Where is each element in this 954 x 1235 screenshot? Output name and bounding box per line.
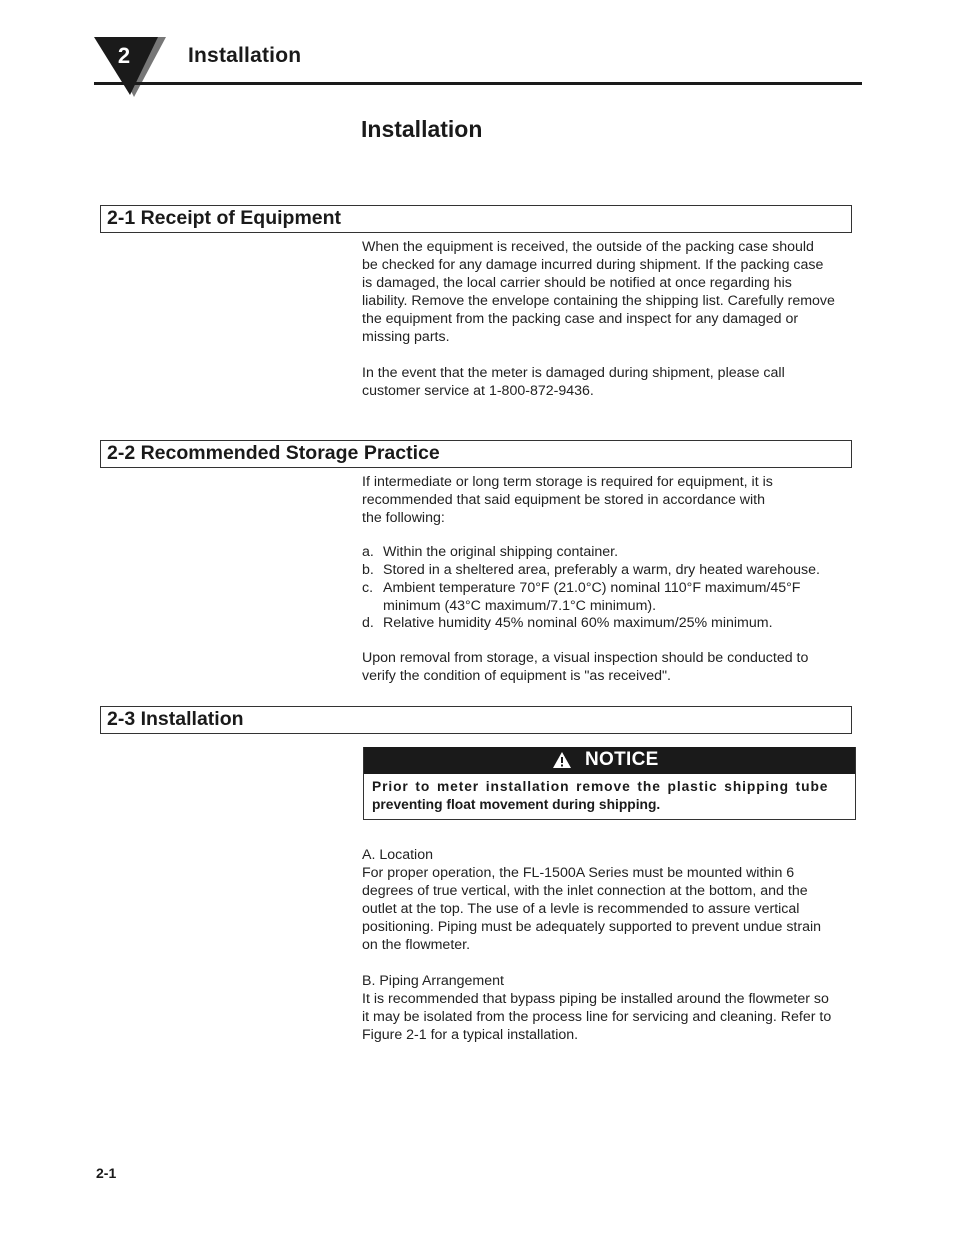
section-heading-storage — [100, 440, 852, 468]
text-line: If intermediate or long term storage is required for equipment, it is — [362, 474, 773, 490]
chapter-title: Installation — [188, 44, 302, 67]
text-line: positioning. Piping must be adequately supported to prevent undue strain — [362, 919, 822, 935]
text-line: missing parts. — [362, 329, 450, 345]
text-line: is damaged, the local carrier should be notified at once regarding his — [362, 275, 792, 291]
subsection-title: B. Piping Arrangement — [362, 973, 504, 989]
receipt-paragraph-1 — [362, 238, 862, 346]
subsection-title: A. Location — [362, 847, 433, 863]
chapter-number: 2 — [117, 43, 131, 68]
piping-block — [362, 972, 862, 1044]
list-text: Within the original shipping container. — [383, 544, 619, 560]
text-line: recommended that said equipment be stored in accordance with — [362, 492, 765, 508]
page-number: 2-1 — [96, 1165, 117, 1181]
text-line: it may be isolated from the process line for servicing and cleaning. Refer to — [362, 1009, 832, 1025]
list-letter: b. — [362, 562, 374, 578]
storage-closing — [362, 649, 862, 685]
text-line: In the event that the meter is damaged during shipment, please call — [362, 365, 785, 381]
notice-line: preventing float movement during shipping. — [372, 797, 661, 812]
location-block — [362, 846, 862, 954]
list-letter: d. — [362, 615, 374, 631]
text-line: the following: — [362, 510, 445, 526]
section-heading-installation — [100, 706, 852, 734]
notice-header — [364, 747, 855, 774]
text-line: For proper operation, the FL-1500A Series must be mounted within 6 — [362, 865, 795, 881]
page-title: Installation — [361, 116, 483, 142]
warning-triangle-icon — [552, 751, 572, 769]
notice-box — [363, 747, 856, 820]
notice-label: NOTICE — [585, 749, 659, 770]
list-item — [362, 561, 820, 579]
section-title: 2-1 Receipt of Equipment — [107, 207, 342, 229]
list-text: Stored in a sheltered area, preferably a warm, dry heated warehouse. — [383, 562, 820, 578]
section-title: 2-3 Installation — [107, 708, 244, 730]
chapter-rule — [94, 82, 862, 85]
receipt-paragraph-2 — [362, 364, 862, 400]
section-title: 2-2 Recommended Storage Practice — [107, 442, 440, 464]
text-line: degrees of true vertical, with the inlet connection at the bottom, and the — [362, 883, 808, 899]
list-letter: c. — [362, 580, 374, 596]
text-line: on the flowmeter. — [362, 937, 471, 953]
text-line: the equipment from the packing case and inspect for any damaged or — [362, 311, 799, 327]
list-letter: a. — [362, 544, 374, 560]
text-line: verify the condition of equipment is "as received". — [362, 668, 671, 684]
notice-line: Prior to meter installation remove the plastic shipping tube — [372, 779, 829, 794]
text-line: Upon removal from storage, a visual inspection should be conducted to — [362, 650, 809, 666]
text-line: outlet at the top. The use of a levle is recommended to assure vertical — [362, 901, 800, 917]
section-heading-receipt — [100, 205, 852, 233]
chapter-badge — [94, 37, 166, 97]
list-item — [362, 579, 800, 615]
list-text: Ambient temperature 70°F (21.0°C) nominal 110°F maximum/45°F — [383, 580, 801, 596]
text-line: Figure 2-1 for a typical installation. — [362, 1027, 579, 1043]
list-item — [362, 543, 618, 561]
text-line: liability. Remove the envelope containing the shipping list. Carefully remove — [362, 293, 835, 309]
text-line: be checked for any damage incurred during shipment. If the packing case — [362, 257, 824, 273]
storage-intro — [362, 473, 862, 527]
notice-body — [372, 778, 848, 814]
text-line: customer service at 1-800-872-9436. — [362, 383, 594, 399]
list-text: minimum (43°C maximum/7.1°C minimum). — [383, 598, 657, 614]
text-line: When the equipment is received, the outside of the packing case should — [362, 239, 814, 255]
list-item — [362, 614, 773, 632]
text-line: It is recommended that bypass piping be installed around the flowmeter so — [362, 991, 829, 1007]
list-text: Relative humidity 45% nominal 60% maximum/25% minimum. — [383, 615, 773, 631]
